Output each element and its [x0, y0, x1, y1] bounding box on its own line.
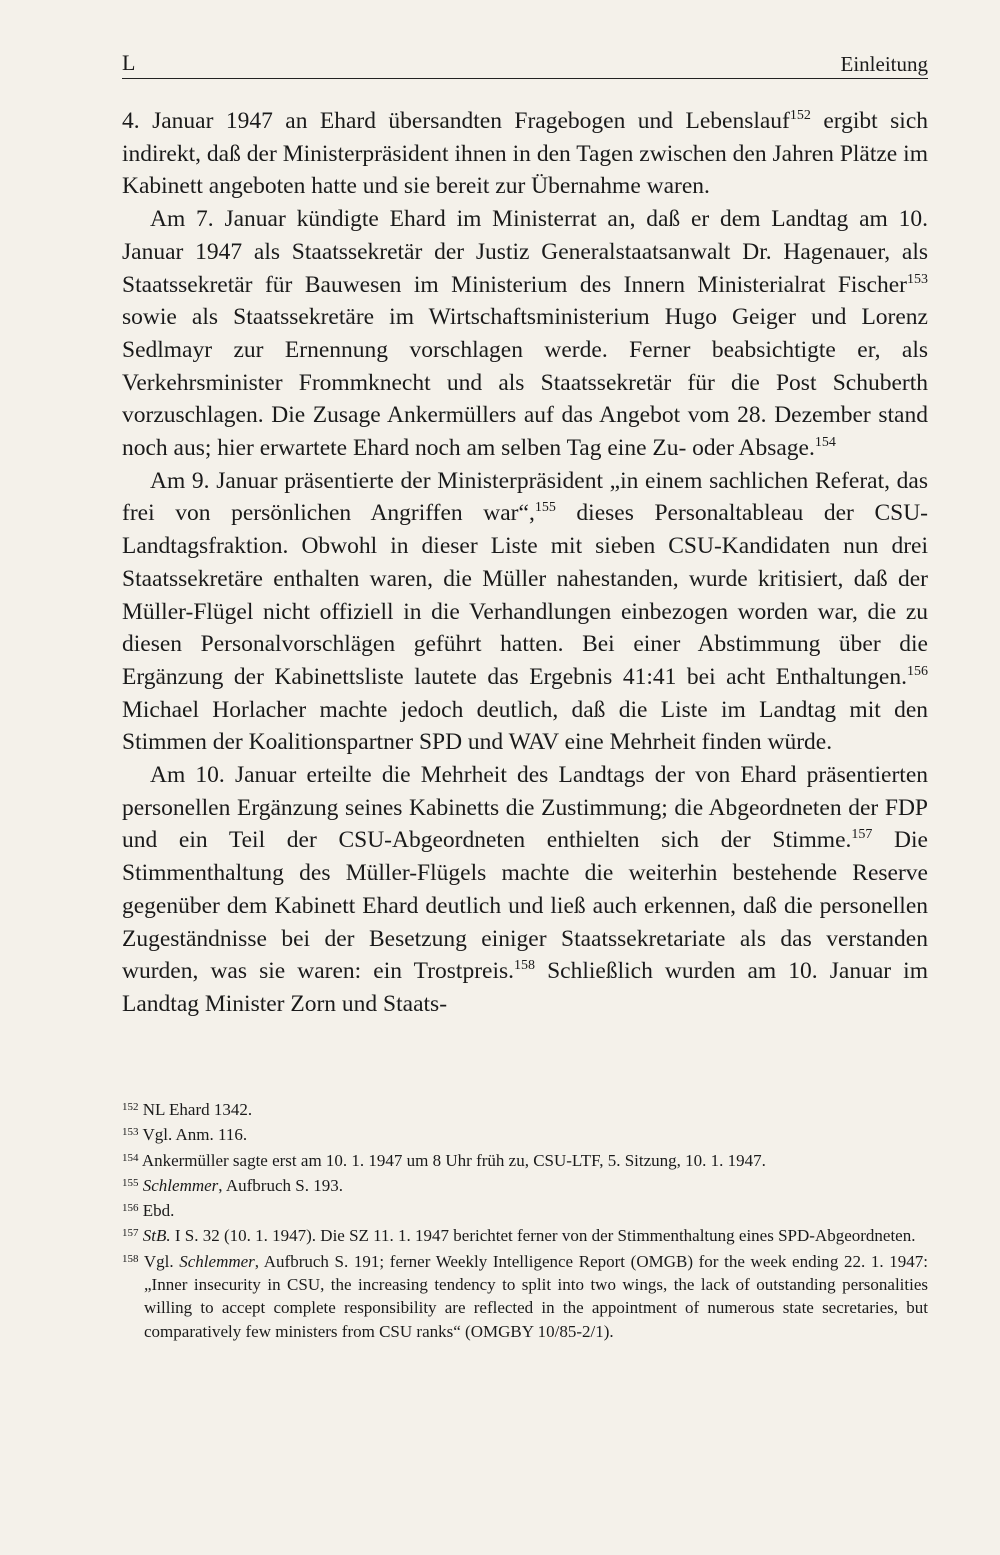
text-run: Am 10. Januar erteilte die Mehrheit des Landtags der von Ehard präsentierten personellen Ergänzung seines Kabinetts die Zustimmung; die Abgeordneten der FDP und ein Teil der CSU-Abgeordneten enthielten sich der Stimme. [122, 762, 928, 854]
text-run: Am 9. Januar präsentierte der Ministerpräsident „in einem sachlichen Referat, das frei von persönlichen Angriffen war“, [122, 467, 928, 527]
footnote-number: 155 [122, 1176, 139, 1189]
footnote-number: 158 [122, 1252, 139, 1265]
body-paragraph [122, 105, 928, 203]
running-head-title: Einleitung [840, 52, 928, 76]
text-run: ergibt sich indirekt, daß der Ministerpräsident ihnen in den Tagen zwischen den Jahren Plätze im Kabinett angeboten hatte und sie bereit zur Übernahme waren. [122, 108, 928, 200]
italic-text: Schlemmer [142, 1175, 219, 1195]
text-run: Ebd. [142, 1201, 175, 1221]
page-number: L [122, 50, 136, 75]
text-run: Ankermüller sagte erst am 10. 1. 1947 um 8 Uhr früh zu, CSU-LTF, 5. Sitzung, 10. 1. 1947. [141, 1150, 766, 1170]
main-text [122, 105, 928, 1021]
body-paragraph [122, 203, 928, 465]
footnote-reference: 153 [907, 271, 928, 287]
footnote-number: 156 [122, 1202, 139, 1215]
text-run: NL Ehard 1342. [142, 1100, 253, 1119]
footnote-reference: 155 [534, 500, 556, 516]
text-run: Michael Horlacher machte jedoch deutlich, daß die Liste im Landtag mit den Stimmen der Koalitionspartner SPD und WAV eine Mehrheit finden würde. [122, 696, 928, 756]
footnote-reference: 157 [851, 827, 873, 843]
text-run: Vgl. Anm. 116. [142, 1125, 248, 1145]
text-run: , Aufbruch S. 193. [218, 1175, 343, 1195]
footnote-number: 152 [122, 1101, 139, 1113]
italic-text: StB. [142, 1226, 171, 1246]
italic-text: Schlemmer [179, 1251, 255, 1271]
footnote [122, 1172, 928, 1197]
page-header [122, 50, 928, 79]
footnote-reference: 156 [907, 663, 928, 679]
footnote-reference: 154 [814, 435, 836, 451]
text-run: Schließlich wurden am 10. Januar im Landtag Minister Zorn und Staats- [122, 958, 928, 1017]
footnote-number: 154 [122, 1151, 139, 1164]
footnote-reference: 158 [514, 958, 536, 974]
text-run: Die Stimmenthaltung des Müller-Flügels machte die weiterhin bestehende Reserve gegenüber dem Kabinett Ehard deutlich und ließ auch erkennen, daß die personellen Zugeständnisse bei der Besetzung einiger Staatssekretariate als das verstanden wurden, was sie waren: ein Trostpreis. [122, 827, 928, 985]
footnote-number: 153 [122, 1126, 139, 1139]
footnote [122, 1222, 928, 1247]
text-run: sowie als Staatssekretäre im Wirtschaftsministerium Hugo Geiger und Lorenz Sedlmayr zur Ernennung vorschlagen werde. Ferner beabsichtigte er, als Verkehrsminister Frommknecht und als Staatssekretär für die Post Schuberth vorzuschlagen. Die Zusage Ankermüllers auf das Angebot vom 28. Dezember stand noch aus; hier erwartete Ehard noch am selben Tag eine Zu- oder Absage. [122, 304, 928, 462]
body-paragraph [122, 759, 928, 1021]
text-run: 4. Januar 1947 an Ehard übersandten Fragebogen und Lebenslauf [122, 108, 790, 134]
footnote [122, 1197, 928, 1222]
text-run: Vgl. [143, 1251, 180, 1271]
footnotes [122, 1096, 928, 1343]
footnote [122, 1121, 928, 1146]
body-paragraph [122, 465, 928, 759]
text-run: Am 7. Januar kündigte Ehard im Ministerrat an, daß er dem Landtag am 10. Januar 1947 als Staatssekretär der Justiz Generalstaatsanwalt Dr. Hagenauer, als Staatssekretär für Bauwesen im Ministerium des Innern Ministerialrat Fischer [122, 206, 928, 298]
text-run: I S. 32 (10. 1. 1947). Die SZ 11. 1. 1947 berichtet ferner von der Stimmenthaltung eines SPD-Abgeordneten. [170, 1226, 916, 1246]
footnote [122, 1096, 928, 1121]
footnote [122, 1147, 928, 1172]
footnote [122, 1248, 928, 1343]
footnote-reference: 152 [789, 108, 811, 123]
text-run: dieses Personaltableau der CSU-Landtagsfraktion. Obwohl in dieser Liste mit sieben CSU-Kandidaten nun drei Staatssekretäre enthalten waren, die Müller nahestanden, wurde kritisiert, daß der Müller-Flügel nicht offiziell in die Verhandlungen einbezogen worden war, die zu diesen Personalvorschlägen geführt hatten. Bei einer Abstimmung über die Ergänzung der Kabinettsliste lautete das Ergebnis 41:41 bei acht Enthaltungen. [122, 500, 928, 690]
text-run: , Aufbruch S. 191; ferner Weekly Intelligence Report (OMGB) for the week ending 22. 1. 1947: „Inner insecurity in CSU, the increasing tendency to split into two wings, the lack of outstanding personalities willing to accept complete responsibility are reflected in the appointment of numerous state secretaries, but comparatively few ministers from CSU ranks“ (OMGBY 10/85-2/1). [144, 1251, 929, 1341]
footnote-number: 157 [122, 1227, 139, 1240]
